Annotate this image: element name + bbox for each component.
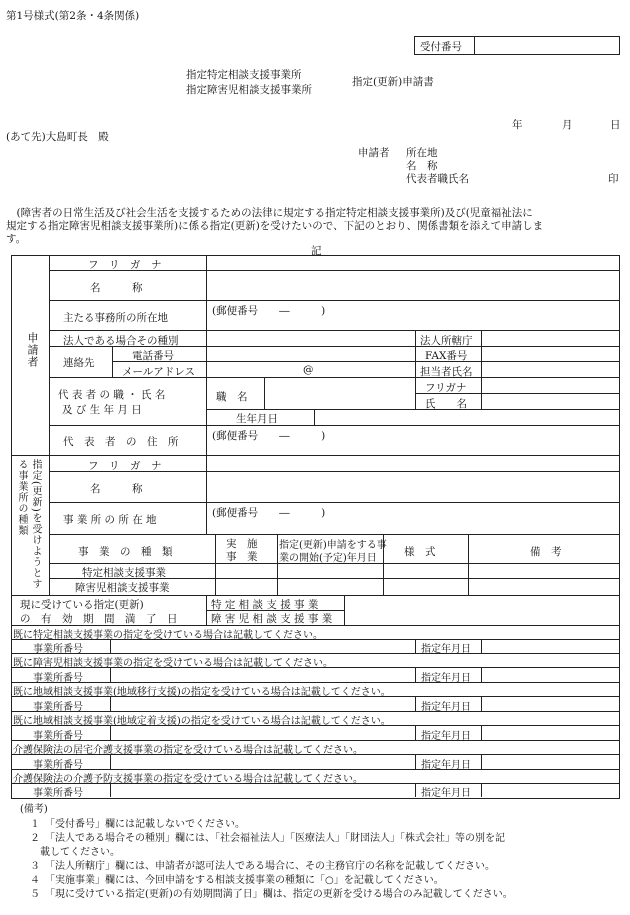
form-number: 第1号様式(第2条・4条関係)	[6, 10, 140, 22]
office-no-label-1: 事業所番号	[33, 644, 83, 655]
email-at[interactable]: @	[303, 364, 314, 376]
name-field[interactable]	[207, 272, 615, 298]
prior-line-2: 既に障害児相談支援事業の指定を受けている場合は記載してください。	[13, 658, 333, 669]
office-address-postal[interactable]: (郵便番号 ― )	[212, 507, 326, 519]
designated-date-label-6: 指定年月日	[421, 788, 471, 799]
office-no-label-4: 事業所番号	[33, 731, 83, 742]
intro-line1: (障害者の日常生活及び社会生活を支援するための法律に規定する指定特定相談支援事業所)及び(児童福祉法に	[6, 207, 533, 219]
applicant-address: 所在地	[406, 147, 438, 159]
rep-label-line2: 及 び 生 年 月 日	[62, 404, 142, 416]
prior-line-5: 介護保険法の居宅介護支援事業の指定を受けている場合は記載してください。	[13, 745, 363, 756]
note-1: １ 「受付番号」欄には記載しないでください。	[30, 819, 245, 830]
start-date-label1: 指定(更新)申請をする事	[279, 540, 387, 551]
office-no-label-5: 事業所番号	[33, 760, 83, 771]
note-5: ５ 「現に受けている指定(更新)の有効期間満了日」欄は、指定の更新を受ける場合のみ記載してください。	[30, 889, 513, 900]
designated-date-label-5: 指定年月日	[421, 760, 471, 771]
prior-line-4: 既に地域相談支援事業(地域定着支援)の指定を受けている場合は記載してください。	[13, 716, 391, 727]
prior-line-3: 既に地域相談支援事業(地域移行支援)の指定を受けている場合は記載してください。	[13, 687, 391, 698]
office-no-label-3: 事業所番号	[33, 702, 83, 713]
expiry-type2: 障 害 児 相 談 支 援 事 業	[211, 613, 333, 625]
expiry-label1: 現に受けている指定(更新)	[20, 599, 144, 611]
rep-address-postal[interactable]: (郵便番号 ― )	[212, 430, 326, 442]
prior-line-1: 既に特定相談支援事業の指定を受けている場合は記載してください。	[13, 630, 323, 641]
person-in-charge-label: 担当者氏名	[420, 366, 473, 378]
name-label: 名 称	[90, 282, 143, 294]
phone-label: 電話番号	[132, 350, 174, 362]
applicant-rep: 代表者職氏名	[406, 173, 469, 185]
ki-label: 記	[311, 245, 322, 257]
start-date-label2: 業の開始(予定)年月日	[279, 553, 377, 564]
designated-date-label-4: 指定年月日	[421, 731, 471, 742]
note-2: ２ 「法人である場合その種別」欄には、「社会福祉法人」「医療法人」「財団法人」「株式会社」等の別を記	[30, 833, 505, 844]
rep-furigana-label: フリガナ	[425, 382, 467, 394]
office-no-label-2: 事業所番号	[33, 673, 83, 684]
note-4: ４ 「実施事業」欄には、今回申請をする相談支援事業の種類に「○」を記載してください。	[30, 875, 444, 886]
business-type-2: 障害児相談支援事業	[75, 582, 170, 594]
title-line1: 指定特定相談支援事業所	[186, 69, 302, 81]
expiry-type1: 特 定 相 談 支 援 事 業	[211, 599, 319, 611]
office-section-label: 指定(更新)を受けようとする事業所の種類	[16, 459, 41, 590]
rep-label-line1: 代 表 者 の 職 ・ 氏 名	[58, 389, 166, 401]
notes-title: (備考)	[20, 804, 48, 815]
office-no-label-6: 事業所番号	[33, 788, 83, 799]
title-line2: 指定障害児相談支援事業所	[186, 84, 312, 96]
note-2-cont: 載してください。	[30, 847, 120, 858]
office-name-label: 名 称	[90, 483, 143, 495]
corp-type-label: 法人である場合その種別	[63, 335, 179, 347]
designated-date-label-1: 指定年月日	[421, 644, 471, 655]
email-label: メールアドレス	[122, 366, 195, 378]
prior-line-6: 介護保険法の介護予防支援事業の指定を受けている場合は記載してください。	[13, 774, 363, 785]
corp-authority-label: 法人所轄庁	[420, 335, 473, 347]
implement-label2: 事 業	[226, 551, 258, 563]
furigana-label: フ リ ガ ナ	[88, 259, 162, 271]
contact-label: 連絡先	[63, 357, 95, 369]
corp-type-field[interactable]	[208, 332, 413, 345]
date-day: 日	[610, 119, 621, 131]
rep-address-label: 代 表 者 の 住 所	[63, 436, 179, 448]
birthdate-label: 生年月日	[236, 413, 278, 425]
business-type-label: 事 業 の 種 類	[78, 546, 173, 558]
rep-name-label: 氏 名	[425, 398, 467, 410]
designated-date-label-3: 指定年月日	[421, 702, 471, 713]
receipt-number-label: 受付番号	[420, 41, 462, 53]
title-suffix: 指定(更新)申請書	[352, 76, 434, 88]
applicant-name: 名 称	[406, 160, 438, 172]
intro-line2: 規定する指定障害児相談支援事業所)に係る指定(更新)を受けたいので、下記のとおり、関係書類を添えて申請しま	[6, 220, 544, 232]
office-furigana-label: フ リ ガ ナ	[88, 460, 162, 472]
seal-mark: 印	[608, 173, 619, 185]
date-month: 月	[562, 119, 573, 131]
position-label: 職 名	[216, 391, 248, 403]
designated-date-label-2: 指定年月日	[421, 673, 471, 684]
addressee: (あて先)大島町長 殿	[6, 131, 109, 143]
implement-label: 実 施	[226, 538, 258, 550]
remarks-label: 備 考	[530, 546, 562, 558]
applicant-section-label: 申請者	[26, 332, 39, 368]
expiry-label2: の 有 効 期 間 満 了 日	[20, 613, 178, 625]
office-address-label: 事 業 所 の 所 在 地	[63, 514, 157, 526]
fax-label: FAX番号	[425, 350, 468, 362]
intro-line3: す。	[6, 233, 27, 245]
receipt-number-field[interactable]	[476, 39, 616, 53]
applicant-label: 申請者	[358, 147, 390, 159]
main-office-label: 主たる事務所の所在地	[63, 312, 168, 324]
business-type-1: 特定相談支援事業	[82, 567, 166, 579]
main-office-postal[interactable]: (郵便番号 ― )	[212, 305, 326, 317]
furigana-field[interactable]	[207, 257, 615, 269]
style-label: 様 式	[404, 546, 436, 558]
note-3: ３ 「法人所轄庁」欄には、申請者が認可法人である場合に、その主務官庁の名称を記載してください。	[30, 861, 495, 872]
date-year: 年	[512, 119, 523, 131]
